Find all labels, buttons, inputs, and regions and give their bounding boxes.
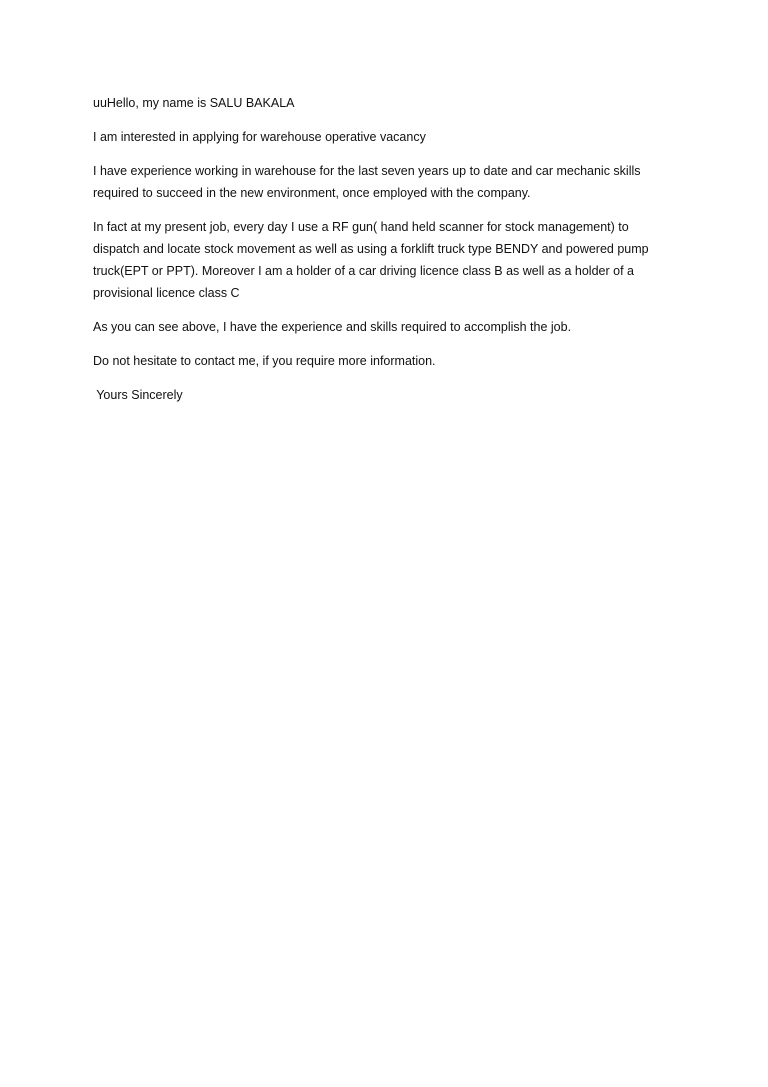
closing-paragraph	[93, 384, 683, 406]
summary-text: As you can see above, I have the experience and skills required to accomplish the job.	[93, 320, 572, 334]
contact-paragraph	[93, 350, 683, 372]
interest-text: I am interested in applying for warehouse operative vacancy	[93, 130, 426, 144]
contact-text: Do not hesitate to contact me, if you require more information.	[93, 354, 436, 368]
letter-body	[93, 92, 683, 418]
greeting-paragraph	[93, 92, 683, 114]
current-job-paragraph	[93, 216, 683, 304]
experience-paragraph	[93, 160, 683, 204]
experience-line: required to succeed in the new environment, once employed with the company.	[93, 186, 531, 200]
current-job-line: truck(EPT or PPT). Moreover I am a holder of a car driving licence class B as well as a holder of a	[93, 264, 634, 278]
current-job-line: provisional licence class C	[93, 286, 240, 300]
experience-line: I have experience working in warehouse for the last seven years up to date and car mechanic skills	[93, 164, 641, 178]
summary-paragraph	[93, 316, 683, 338]
closing-text: Yours Sincerely	[93, 388, 183, 402]
current-job-line: In fact at my present job, every day I use a RF gun( hand held scanner for stock management) to	[93, 220, 629, 234]
greeting-text: uuHello, my name is SALU BAKALA	[93, 96, 295, 110]
current-job-line: dispatch and locate stock movement as well as using a forklift truck type BENDY and powered pump	[93, 242, 649, 256]
interest-paragraph	[93, 126, 683, 148]
